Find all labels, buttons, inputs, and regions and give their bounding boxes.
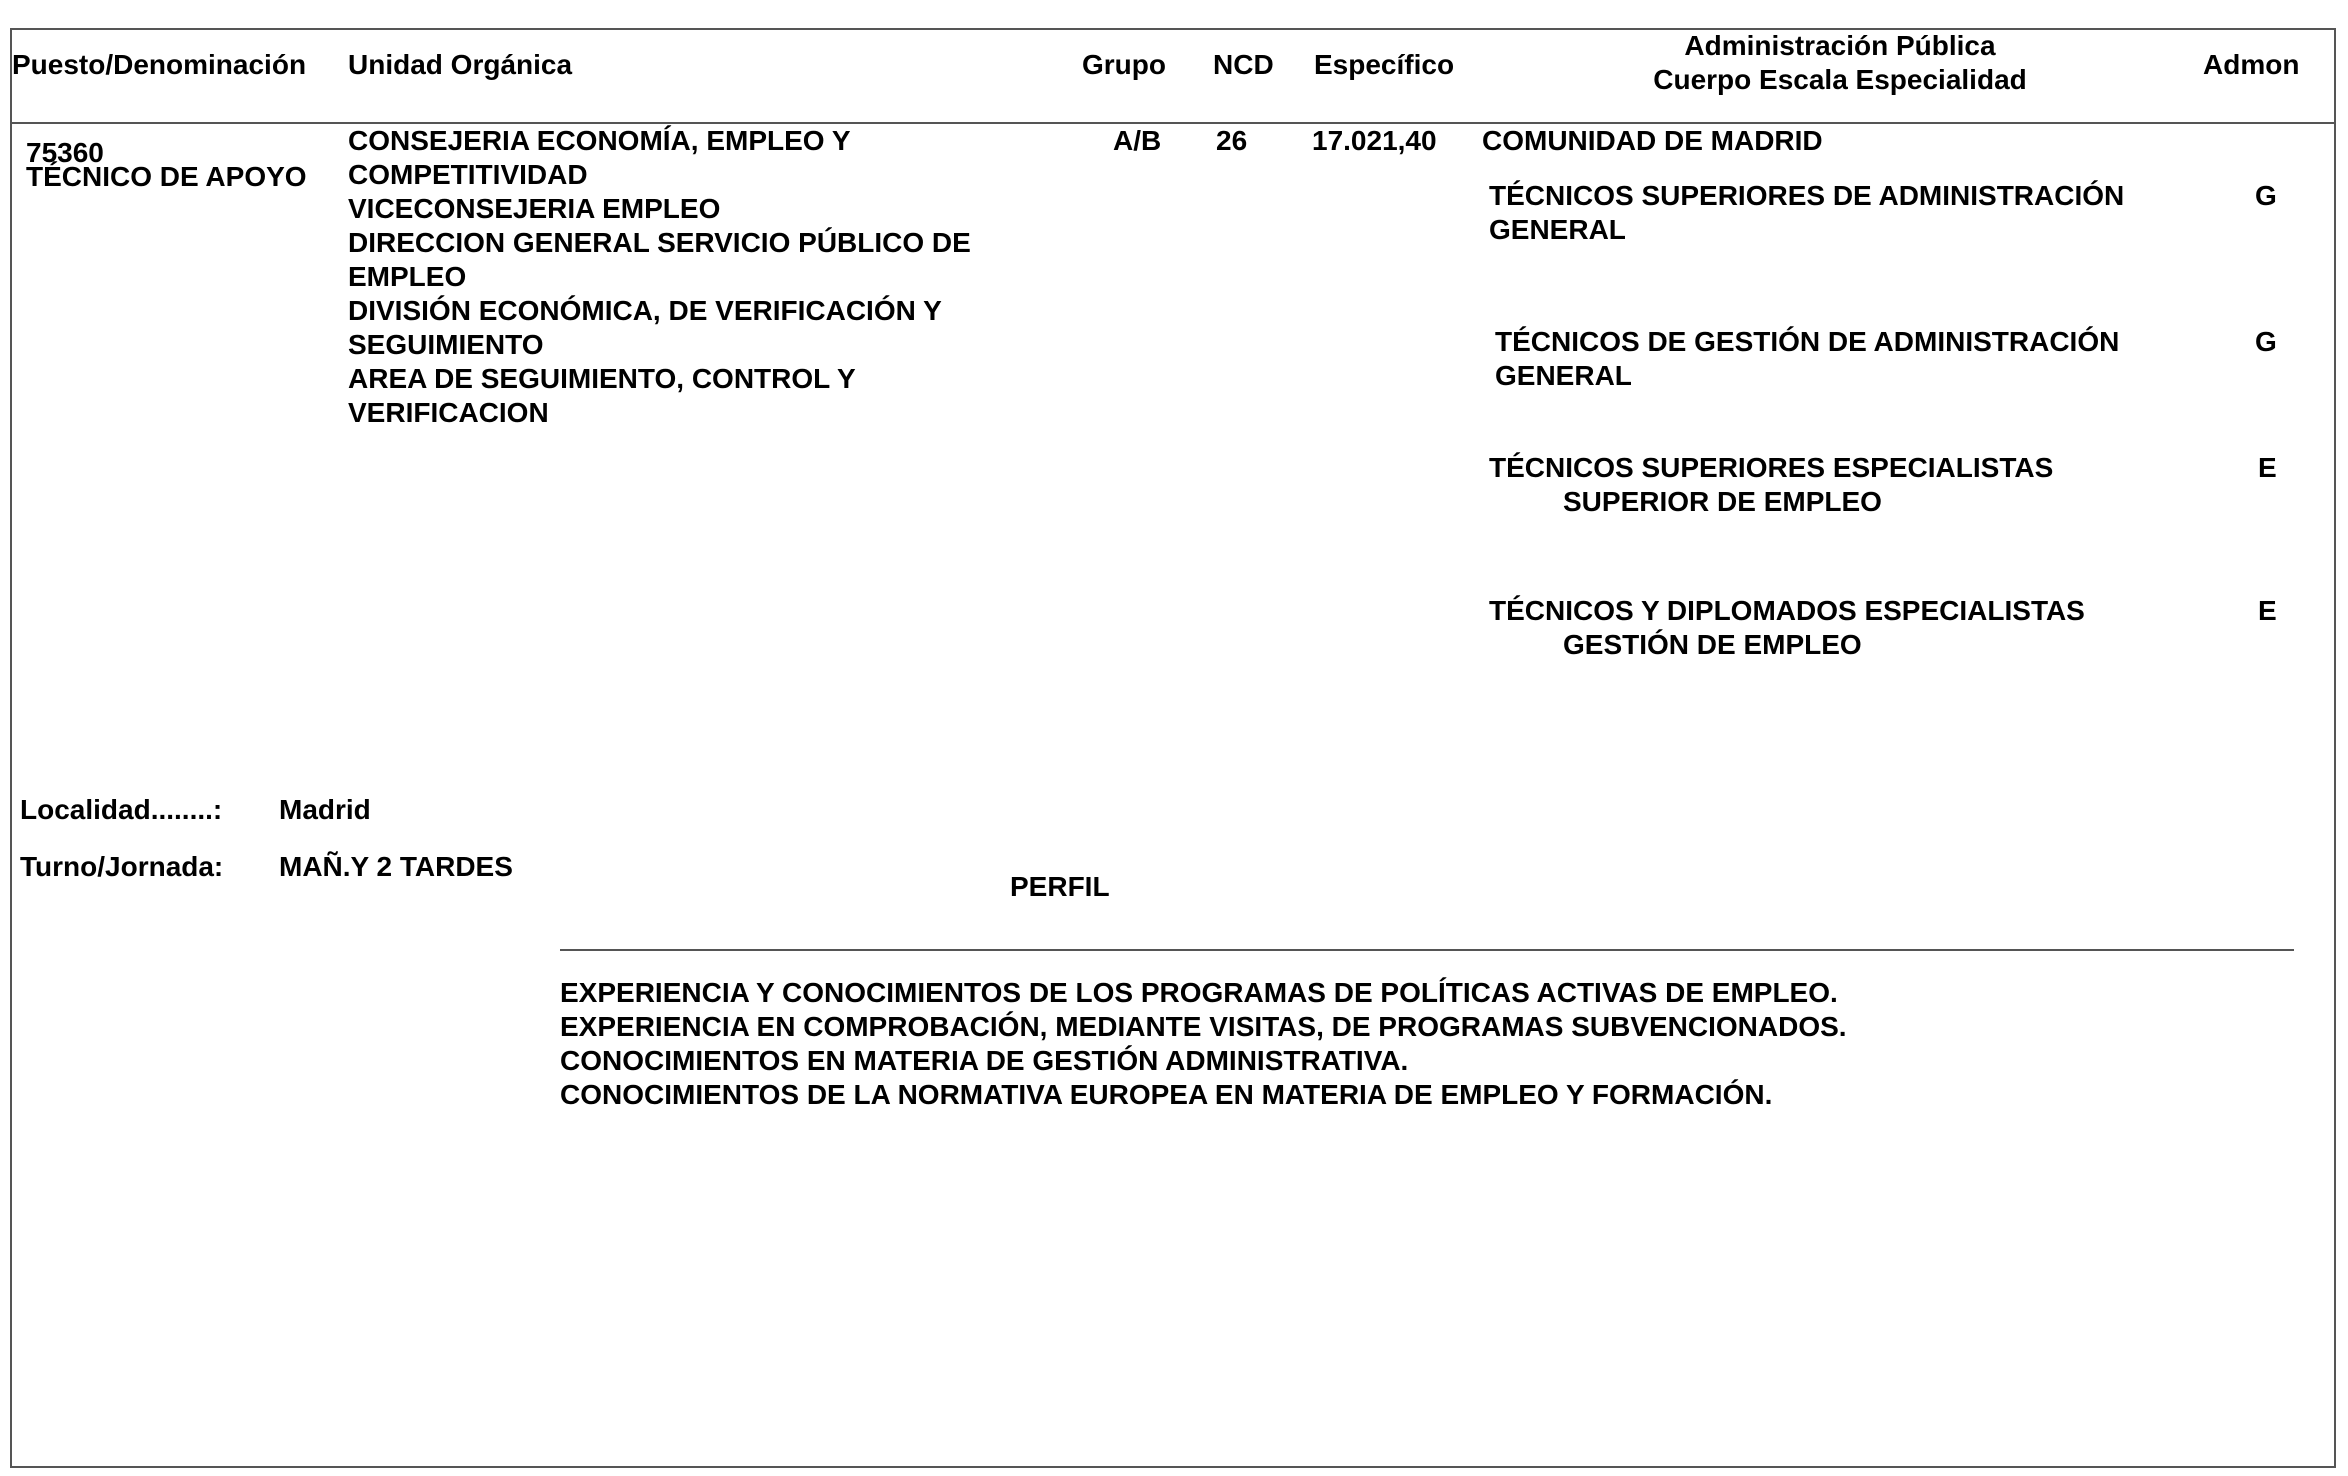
cuerpo-line2: SUPERIOR DE EMPLEO bbox=[1563, 486, 1882, 517]
perfil-divider bbox=[560, 949, 2294, 951]
cuerpo-line1: TÉCNICOS SUPERIORES ESPECIALISTAS bbox=[1489, 452, 2054, 483]
cuerpo-entry bbox=[1489, 451, 2053, 519]
perfil-line: CONOCIMIENTOS DE LA NORMATIVA EUROPEA EN MATERIA DE EMPLEO Y FORMACIÓN. bbox=[560, 1079, 1773, 1110]
header-puesto: Puesto/Denominación bbox=[12, 49, 307, 80]
cuerpo-admon: G bbox=[2255, 326, 2277, 357]
cuerpo-admon: E bbox=[2258, 452, 2277, 483]
perfil-line: EXPERIENCIA Y CONOCIMIENTOS DE LOS PROGRAMAS DE POLÍTICAS ACTIVAS DE EMPLEO. bbox=[560, 977, 1838, 1008]
cuerpo-line1: TÉCNICOS Y DIPLOMADOS ESPECIALISTAS bbox=[1489, 595, 2085, 626]
puesto-administracion: COMUNIDAD DE MADRID bbox=[1482, 125, 1823, 156]
cuerpo-entry bbox=[1495, 325, 2119, 393]
localidad-label: Localidad........: bbox=[20, 794, 223, 825]
unidad-line: SEGUIMIENTO bbox=[348, 329, 544, 360]
localidad-value: Madrid bbox=[279, 794, 371, 825]
unidad-line: DIRECCION GENERAL SERVICIO PÚBLICO DE bbox=[348, 227, 971, 258]
unidad-line: AREA DE SEGUIMIENTO, CONTROL Y bbox=[348, 363, 856, 394]
cuerpo-entry bbox=[1489, 179, 2124, 247]
unidad-line: VERIFICACION bbox=[348, 397, 549, 428]
header-especifico: Específico bbox=[1314, 49, 1455, 80]
unidad-line: CONSEJERIA ECONOMÍA, EMPLEO Y bbox=[348, 125, 851, 156]
puesto-ncd: 26 bbox=[1216, 125, 1248, 156]
header-administracion-line2: Cuerpo Escala Especialidad bbox=[1653, 64, 2027, 95]
cuerpo-line2: GESTIÓN DE EMPLEO bbox=[1563, 629, 1862, 660]
header-administracion bbox=[1580, 29, 2100, 97]
cuerpo-admon: G bbox=[2255, 180, 2277, 211]
puesto-grupo: A/B bbox=[1113, 125, 1162, 156]
unidad-line: COMPETITIVIDAD bbox=[348, 159, 588, 190]
unidad-line: DIVISIÓN ECONÓMICA, DE VERIFICACIÓN Y bbox=[348, 295, 942, 326]
perfil-title: PERFIL bbox=[1010, 871, 1110, 902]
puesto-codigo: 75360 bbox=[26, 137, 104, 168]
turno-value: MAÑ.Y 2 TARDES bbox=[279, 851, 513, 882]
perfil-lines bbox=[560, 976, 1847, 1112]
cuerpo-line1: TÉCNICOS SUPERIORES DE ADMINISTRACIÓN bbox=[1489, 180, 2125, 211]
cuerpo-admon: E bbox=[2258, 595, 2277, 626]
puesto-denominacion: TÉCNICO DE APOYO bbox=[26, 161, 307, 192]
perfil-line: EXPERIENCIA EN COMPROBACIÓN, MEDIANTE VISITAS, DE PROGRAMAS SUBVENCIONADOS. bbox=[560, 1011, 1847, 1042]
turno-label: Turno/Jornada: bbox=[20, 851, 224, 882]
header-grupo: Grupo bbox=[1082, 49, 1166, 80]
header-ncd: NCD bbox=[1213, 49, 1274, 80]
perfil-line: CONOCIMIENTOS EN MATERIA DE GESTIÓN ADMINISTRATIVA. bbox=[560, 1045, 1409, 1076]
header-unidad: Unidad Orgánica bbox=[348, 49, 573, 80]
cuerpo-line2: GENERAL bbox=[1495, 360, 1632, 391]
header-admon: Admon bbox=[2203, 49, 2300, 80]
cuerpo-line1: TÉCNICOS DE GESTIÓN DE ADMINISTRACIÓN bbox=[1495, 326, 2120, 357]
cuerpo-entry bbox=[1489, 594, 2085, 662]
unidad-line: EMPLEO bbox=[348, 261, 467, 292]
puesto-especifico: 17.021,40 bbox=[1312, 125, 1437, 156]
header-administracion-line1: Administración Pública bbox=[1684, 30, 1996, 61]
unidad-organica bbox=[348, 124, 971, 430]
cuerpo-line2: GENERAL bbox=[1489, 214, 1626, 245]
unidad-line: VICECONSEJERIA EMPLEO bbox=[348, 193, 721, 224]
